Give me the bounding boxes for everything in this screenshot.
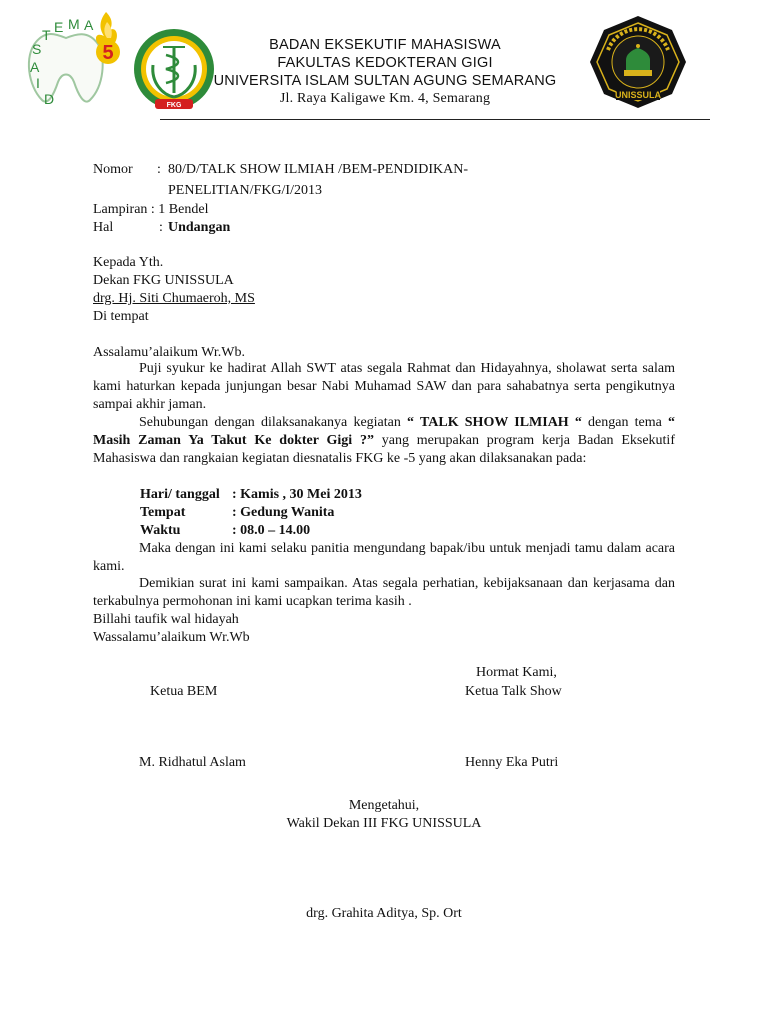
recipient-line-1: Kepada Yth. xyxy=(93,255,164,270)
detail-label: Hari/ tanggal xyxy=(140,487,220,502)
greeting: Assalamu’alaikum Wr.Wb. xyxy=(93,345,245,360)
number-badge-text: 5 xyxy=(102,42,114,64)
svg-text:A: A xyxy=(84,17,94,33)
paragraph-1-text: Puji syukur ke hadirat Allah SWT atas segala Rahmat dan Hidayahnya, sholawat serta salam kami haturkan kepada junjungan besar Nabi Muhamad SAW dan para sahabatnya serta pengikutnya sampai akhir jaman. xyxy=(93,361,675,412)
lampiran: Lampiran : 1 Bendel xyxy=(93,202,209,217)
org-name: BADAN EKSEKUTIF MAHASISWA xyxy=(269,37,501,53)
emblem-ribbon-text: FKG xyxy=(166,102,182,109)
p2-part-c: yang merupakan program kerja Badan Eksekutif Mahasiswa dan rangkaian kegiatan diesnatalis FKG ke -5 yang akan dilaksanakan pada: xyxy=(93,433,675,466)
event-theme: “ Masih Zaman Ya Takut Ke dokter Gigi ?” xyxy=(93,415,676,448)
hal-sep: : xyxy=(159,220,163,235)
unissula-wordmark: UNISSULA xyxy=(614,90,662,100)
closing-1: Billahi taufik wal hidayah xyxy=(93,612,239,627)
right-signer-title: Ketua Talk Show xyxy=(465,684,562,699)
recipient-line-2: Dekan FKG UNISSULA xyxy=(93,273,234,288)
paragraph-4 xyxy=(93,575,675,611)
nomor-label: Nomor xyxy=(93,162,133,177)
closing-2: Wassalamu’alaikum Wr.Wb xyxy=(93,630,250,645)
hal-label: Hal xyxy=(93,220,114,235)
diastema-logo xyxy=(14,8,130,116)
nomor-value-2: PENELITIAN/FKG/I/2013 xyxy=(168,183,322,198)
nomor-sep: : xyxy=(157,162,161,177)
detail-row-time xyxy=(140,522,310,540)
p2-part-b: dengan tema xyxy=(588,415,662,430)
book-icon xyxy=(624,70,652,76)
recipient-name: drg. Hj. Siti Chumaeroh, MS xyxy=(93,291,255,306)
paragraph-3-text: Maka dengan ini kami selaku panitia mengundang bapak/ibu untuk menjadi tamu dalam acara kami. xyxy=(93,541,675,574)
paragraph-3 xyxy=(93,540,675,576)
hormat-kami: Hormat Kami, xyxy=(476,665,557,680)
detail-row-place xyxy=(140,504,334,522)
mengetahui: Mengetahui, xyxy=(348,798,420,813)
faculty-name: FAKULTAS KEDOKTERAN GIGI xyxy=(277,55,493,71)
paragraph-4-text: Demikian surat ini kami sampaikan. Atas segala perhatian, kebijaksanaan dan kerjasama dan terkabulnya permohonan ini kami ucapkan terima kasih . xyxy=(93,576,675,609)
paragraph-1 xyxy=(93,360,675,414)
detail-row-date xyxy=(140,486,362,504)
detail-value: : Gedung Wanita xyxy=(232,505,335,520)
nomor-value-1: 80/D/TALK SHOW ILMIAH /BEM-PENDIDIKAN- xyxy=(168,162,468,177)
detail-label: Tempat xyxy=(140,505,186,520)
svg-text:S: S xyxy=(32,41,42,57)
hal-value: Undangan xyxy=(168,220,231,235)
left-signer-title: Ketua BEM xyxy=(150,684,218,699)
event-name: “ TALK SHOW ILMIAH “ xyxy=(407,415,582,430)
svg-text:I: I xyxy=(36,75,40,91)
university-name: UNIVERSITA ISLAM SULTAN AGUNG SEMARANG xyxy=(213,73,557,89)
paragraph-2 xyxy=(93,414,675,468)
svg-text:D: D xyxy=(44,91,55,107)
bottom-signer-name: drg. Grahita Aditya, Sp. Ort xyxy=(306,906,462,921)
address: Jl. Raya Kaligawe Km. 4, Semarang xyxy=(279,91,491,106)
right-signer-name: Henny Eka Putri xyxy=(465,755,559,770)
header-divider xyxy=(160,119,710,120)
svg-text:M: M xyxy=(68,16,80,32)
detail-value: : Kamis , 30 Mei 2013 xyxy=(232,487,362,502)
wakil-dekan-title: Wakil Dekan III FKG UNISSULA xyxy=(286,816,482,831)
detail-label: Waktu xyxy=(140,523,181,538)
recipient-line-4: Di tempat xyxy=(93,309,149,324)
svg-text:E: E xyxy=(54,19,64,35)
svg-text:T: T xyxy=(42,27,51,43)
svg-text:A: A xyxy=(30,59,40,75)
detail-value: : 08.0 – 14.00 xyxy=(232,523,311,538)
left-signer-name: M. Ridhatul Aslam xyxy=(139,755,246,770)
p2-part-a: Sehubungan dengan dilaksanakanya kegiatan xyxy=(139,415,401,430)
